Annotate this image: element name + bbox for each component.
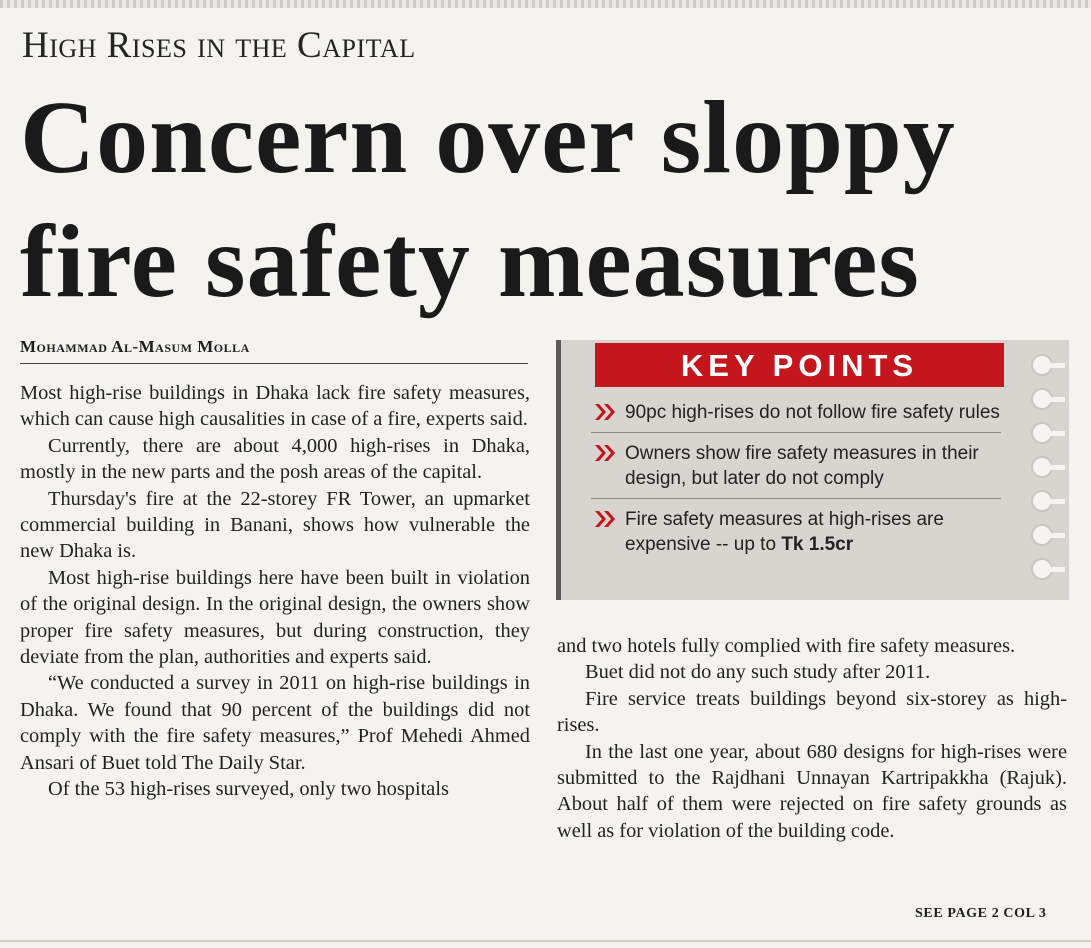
notebook-rings: [1031, 354, 1067, 594]
ring-icon: [1031, 558, 1053, 580]
ring-icon: [1031, 388, 1053, 410]
double-chevron-right-icon: [593, 402, 619, 422]
double-chevron-right-icon: [593, 443, 619, 463]
headline-line-1: Concern over sloppy: [20, 80, 956, 195]
article-column-2: [557, 633, 1067, 844]
paragraph: Thursday's fire at the 22-storey FR Tower, an upmarket commercial building in Banani, shows how vulnerable the new Dhaka is.: [20, 487, 530, 563]
key-point-text: Owners show fire safety measures in their design, but later do not comply: [625, 443, 979, 489]
key-points-title: KEY POINTS: [595, 343, 1004, 387]
key-point-item: [591, 441, 1001, 499]
ring-icon: [1031, 422, 1053, 444]
paragraph: Most high-rise buildings in Dhaka lack fire safety measures, which can cause high causalities in case of a fire, experts said.: [20, 382, 530, 431]
ring-icon: [1031, 456, 1053, 478]
paragraph: and two hotels fully complied with fire safety measures.: [557, 635, 1016, 657]
kicker: High Rises in the Capital: [22, 25, 416, 66]
top-edge-strip: [0, 0, 1091, 8]
bottom-rule: [0, 940, 1091, 942]
paragraph: Currently, there are about 4,000 high-rises in Dhaka, mostly in the new parts and the posh areas of the capital.: [20, 434, 530, 484]
ring-icon: [1031, 524, 1053, 546]
ring-icon: [1031, 354, 1053, 376]
paragraph: Most high-rise buildings here have been built in violation of the original design. In the original design, the owners show proper fire safety measures, but during construction, they deviate from the plan, authorities and experts said.: [20, 566, 530, 669]
paragraph: Buet did not do any such study after 2011.: [585, 661, 931, 684]
paragraph: Fire service treats buildings beyond six-storey as high-rises.: [557, 687, 1067, 737]
key-point-text: Fire safety measures at high-rises are expensive -- up to: [625, 509, 944, 555]
article-column-1: [20, 380, 530, 803]
ring-icon: [1031, 490, 1053, 512]
double-chevron-right-icon: [593, 509, 619, 529]
continued-jump-line[interactable]: SEE PAGE 2 COL 3: [915, 906, 1047, 921]
key-point-amount: Tk 1.5cr: [781, 534, 854, 555]
paragraph: Of the 53 high-rises surveyed, only two hospitals: [48, 778, 449, 801]
paragraph: In the last one year, about 680 designs for high-rises were submitted to the Rajdhani Unnayan Kartripakkha (Rajuk). About half of them were rejected on fire safety grounds as well as for violation of the building code.: [557, 740, 1067, 842]
key-point-item: [591, 507, 1001, 564]
key-point-text: 90pc high-rises do not follow fire safety rules: [625, 402, 1000, 423]
headline-line-2: fire safety measures: [20, 204, 920, 319]
paragraph: “We conducted a survey in 2011 on high-rise buildings in Dhaka. We found that 90 percent of the buildings did not comply with the fire safety measures,” Prof Mehedi Ahmed Ansari of Buet told The Daily Star.: [20, 672, 530, 774]
key-points-list: [591, 400, 1001, 572]
key-points-box: [556, 340, 1069, 600]
headline: [20, 76, 1080, 324]
byline: Mohammad Al-Masum Molla: [20, 337, 528, 364]
key-point-item: [591, 400, 1001, 433]
